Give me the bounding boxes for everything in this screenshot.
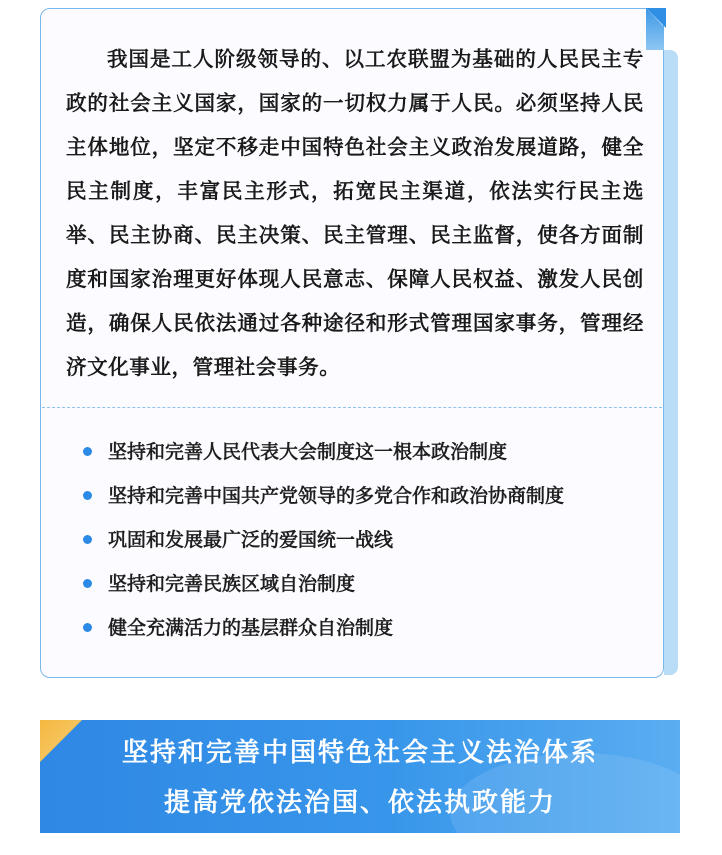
bullet-dot-icon: [83, 535, 92, 544]
bullet-dot-icon: [83, 447, 92, 456]
list-item: [80, 522, 650, 566]
banner-title-line-2: 提高党依法治国、依法执政能力: [163, 788, 556, 818]
intro-paragraph: 我国是工人阶级领导的、以工农联盟为基础的人民民主专政的社会主义国家，国家的一切权力属于人民。必须坚持人民主体地位，坚定不移走中国特色社会主义政治发展道路，健全民主制度，丰富民主形式，拓宽民主渠道，依法实行民主选举、民主协商、民主决策、民主管理、民主监督，使各方面制度和国家治理更好体现人民意志、保障人民权益、激发人民创造，确保人民依法通过各种途径和形式管理国家事务，管理经济文化事业，管理社会事务。: [66, 47, 644, 379]
list-item: [80, 434, 650, 478]
list-item-text: 坚持和完善中国共产党领导的多党合作和政治协商制度: [108, 485, 565, 507]
list-item: [80, 566, 650, 610]
bullet-dot-icon: [83, 623, 92, 632]
list-item: [80, 478, 650, 522]
dashed-divider: [42, 407, 662, 408]
card-shadow: [664, 50, 678, 675]
banner-title-line-1: 坚持和完善中国特色社会主义法治体系: [121, 738, 598, 768]
bullet-list: [80, 434, 650, 654]
list-item-text: 健全充满活力的基层群众自治制度: [108, 617, 394, 639]
folded-corner: [646, 8, 666, 28]
bullet-dot-icon: [83, 491, 92, 500]
list-item: [80, 610, 650, 654]
section-banner: [40, 720, 680, 833]
list-item-text: 坚持和完善人民代表大会制度这一根本政治制度: [108, 441, 508, 463]
list-item-text: 巩固和发展最广泛的爱国统一战线: [108, 529, 394, 551]
bullet-dot-icon: [83, 579, 92, 588]
list-item-text: 坚持和完善民族区域自治制度: [108, 573, 356, 595]
